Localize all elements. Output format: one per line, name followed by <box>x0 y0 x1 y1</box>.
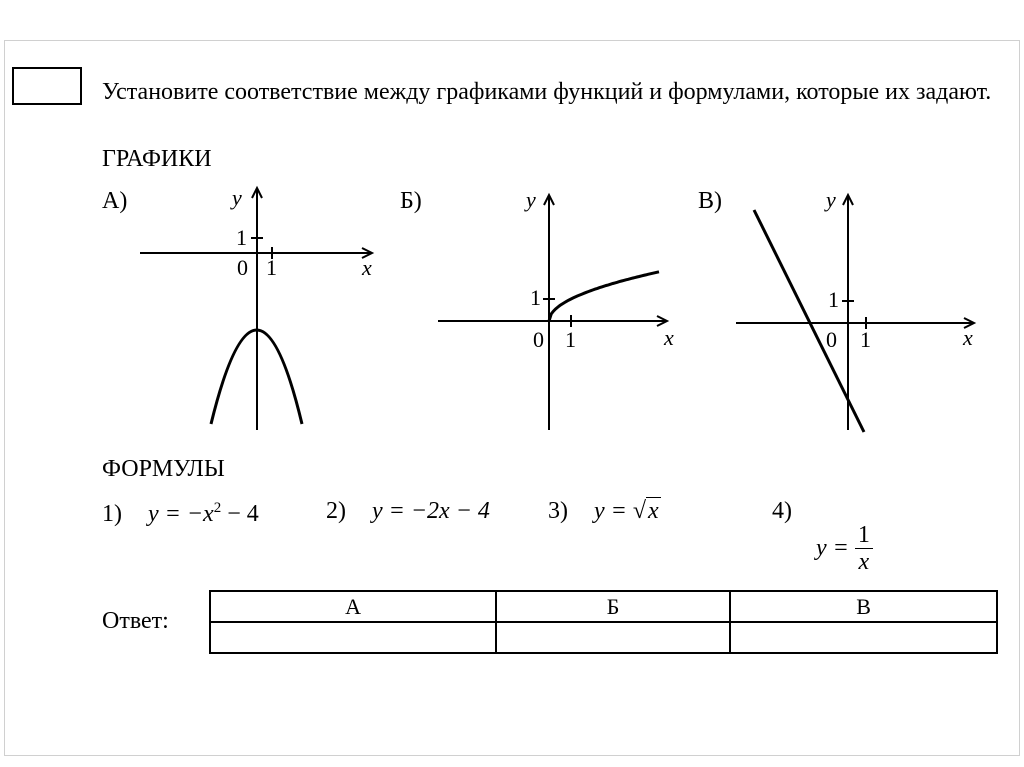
graph-c-x-one: 1 <box>860 327 871 352</box>
graph-b-label: Б) <box>400 188 422 214</box>
formula-3-expr: y = √x <box>594 498 659 524</box>
graph-c-zero: 0 <box>826 327 837 352</box>
graph-a-label: А) <box>102 188 128 214</box>
formula-2-number: 2) <box>326 498 346 524</box>
formula-4-number: 4) <box>772 498 792 524</box>
graph-a-y-label: y <box>232 185 242 210</box>
formulas-heading: ФОРМУЛЫ <box>102 456 225 482</box>
graph-a-zero: 0 <box>237 255 248 280</box>
answer-header-a: А <box>210 591 496 622</box>
graph-a-y-one: 1 <box>236 225 247 250</box>
answer-cell-b[interactable] <box>496 622 730 653</box>
graph-b-zero: 0 <box>533 327 544 352</box>
task-text: Установите соответствие между графиками функций и формулами, которые их задают. <box>102 79 992 105</box>
answer-header-c: В <box>730 591 997 622</box>
formula-3-number: 3) <box>548 498 568 524</box>
graph-b-y-one: 1 <box>530 285 541 310</box>
graphs-heading: ГРАФИКИ <box>102 146 212 172</box>
formula-4 <box>772 498 792 525</box>
formula-4-expr: y = $\frac{1}{x}$ <box>816 522 873 575</box>
formula-3 <box>548 498 661 525</box>
formula-2-expr: y = −2x − 4 <box>372 498 490 524</box>
formula-1-expr: $y = -x^2 - 4$ <box>148 500 259 527</box>
answer-table <box>209 590 998 654</box>
answer-label: Ответ: <box>102 608 169 634</box>
graph-c-y-one: 1 <box>828 287 839 312</box>
graph-c-label: В) <box>698 188 722 214</box>
graph-c-y-label: y <box>826 187 836 212</box>
formula-1-number: 1) <box>102 501 122 527</box>
formula-2 <box>326 498 490 525</box>
graph-b-x-one: 1 <box>565 327 576 352</box>
graph-a-x-one: 1 <box>266 255 277 280</box>
answer-cell-c[interactable] <box>730 622 997 653</box>
answer-cell-a[interactable] <box>210 622 496 653</box>
formula-1 <box>102 500 259 528</box>
answer-header-b: Б <box>496 591 730 622</box>
graph-b-x-label: x <box>664 325 674 350</box>
graph-c-x-label: x <box>963 325 973 350</box>
graph-a-x-label: x <box>362 255 372 280</box>
graph-b-y-label: y <box>526 187 536 212</box>
